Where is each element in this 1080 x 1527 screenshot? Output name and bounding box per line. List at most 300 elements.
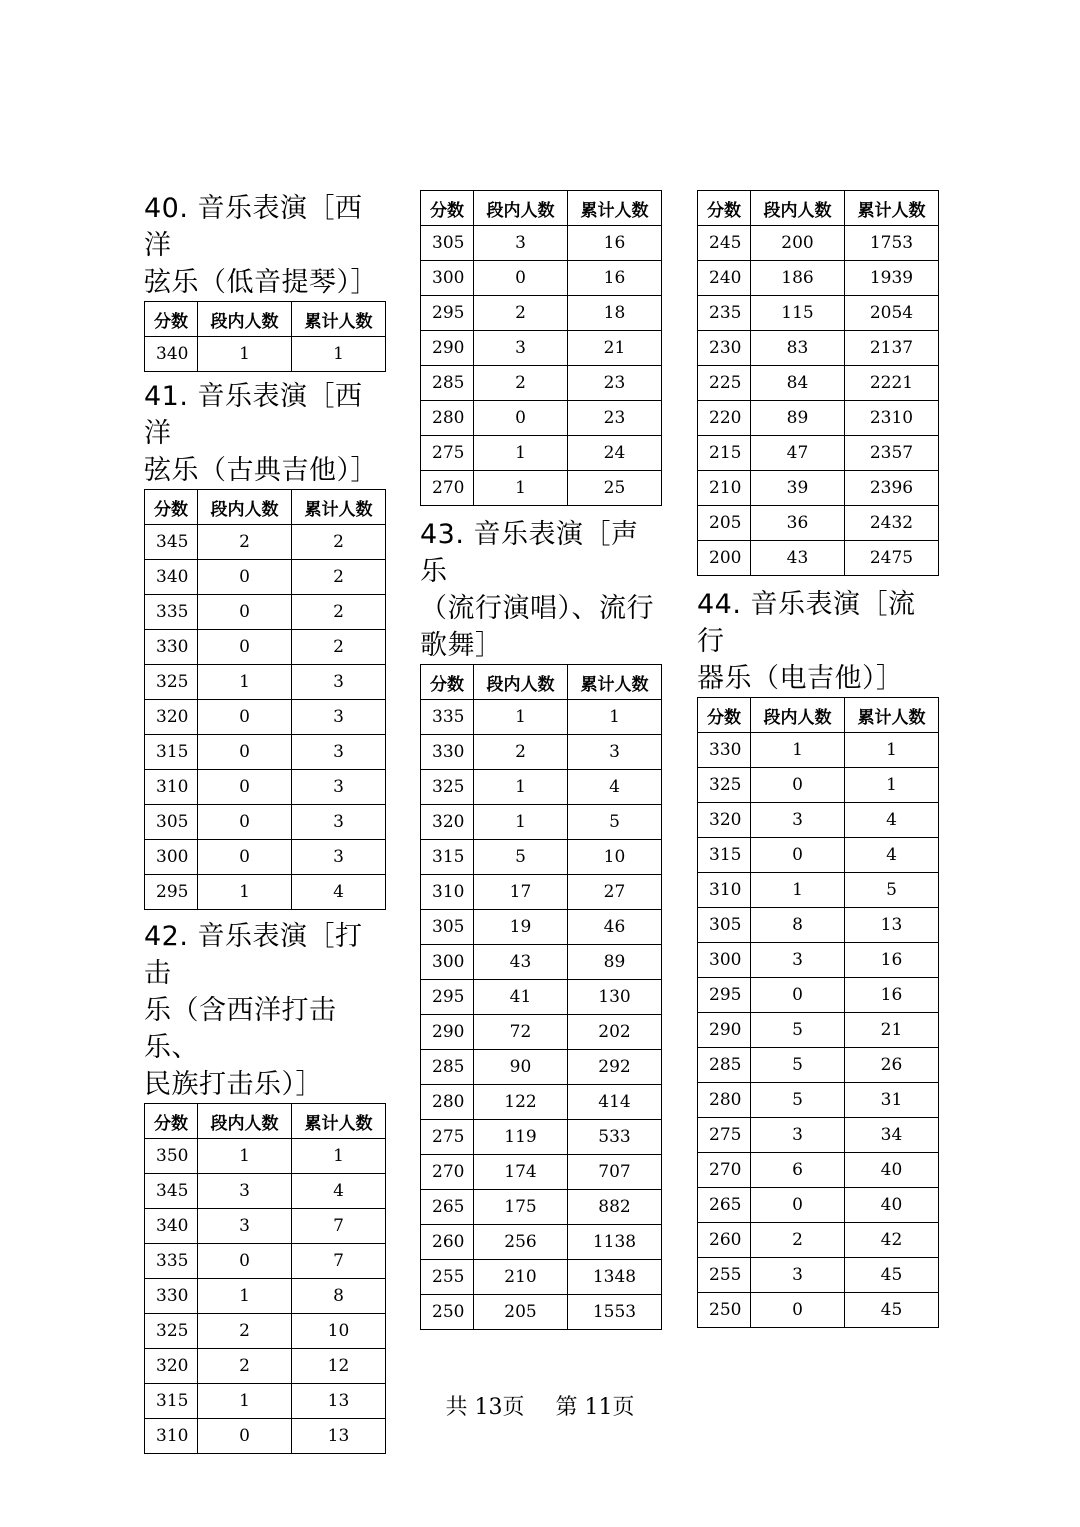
score-cell: 315 bbox=[145, 735, 198, 770]
cumulative-cell: 2 bbox=[292, 525, 386, 560]
table-row bbox=[145, 1209, 386, 1244]
score-cell: 340 bbox=[145, 1209, 198, 1244]
section-title-line: 40. 音乐表演［西洋 bbox=[144, 193, 363, 261]
cumulative-cell: 2221 bbox=[845, 366, 939, 401]
count-cell: 200 bbox=[751, 226, 845, 261]
count-cell: 5 bbox=[751, 1013, 845, 1048]
score-cell: 270 bbox=[698, 1153, 751, 1188]
cumulative-cell: 2137 bbox=[845, 331, 939, 366]
section-41-title bbox=[144, 378, 384, 489]
table-row bbox=[145, 560, 386, 595]
count-cell: 0 bbox=[751, 1188, 845, 1223]
count-cell: 19 bbox=[474, 910, 568, 945]
cumulative-cell: 8 bbox=[292, 1279, 386, 1314]
section-40-table bbox=[144, 301, 386, 372]
cumulative-cell: 25 bbox=[568, 471, 662, 506]
cumulative-cell: 40 bbox=[845, 1188, 939, 1223]
count-cell: 1 bbox=[198, 1139, 292, 1174]
count-cell: 119 bbox=[474, 1120, 568, 1155]
table-row bbox=[145, 337, 386, 372]
table-row bbox=[698, 401, 939, 436]
cumulative-cell: 10 bbox=[292, 1314, 386, 1349]
cumulative-cell: 1 bbox=[292, 337, 386, 372]
cumulative-cell: 2054 bbox=[845, 296, 939, 331]
score-cell: 200 bbox=[698, 541, 751, 576]
table-row bbox=[421, 1295, 662, 1330]
table-header-row bbox=[698, 191, 939, 226]
cumulative-cell: 1 bbox=[845, 733, 939, 768]
score-cell: 225 bbox=[698, 366, 751, 401]
column-header: 分数 bbox=[698, 191, 751, 226]
count-cell: 17 bbox=[474, 875, 568, 910]
cumulative-cell: 13 bbox=[292, 1419, 386, 1454]
cumulative-cell: 42 bbox=[845, 1223, 939, 1258]
score-cell: 335 bbox=[421, 700, 474, 735]
count-cell: 0 bbox=[474, 401, 568, 436]
column-header: 累计人数 bbox=[292, 1104, 386, 1139]
table-row bbox=[698, 803, 939, 838]
table-row bbox=[698, 261, 939, 296]
cumulative-cell: 1 bbox=[568, 700, 662, 735]
cumulative-cell: 2 bbox=[292, 595, 386, 630]
score-cell: 340 bbox=[145, 560, 198, 595]
column-header: 累计人数 bbox=[568, 665, 662, 700]
table-row bbox=[145, 1279, 386, 1314]
count-cell: 0 bbox=[198, 840, 292, 875]
cumulative-cell: 13 bbox=[845, 908, 939, 943]
cumulative-cell: 1553 bbox=[568, 1295, 662, 1330]
column-2 bbox=[420, 190, 660, 1330]
cumulative-cell: 7 bbox=[292, 1209, 386, 1244]
cumulative-cell: 882 bbox=[568, 1190, 662, 1225]
score-cell: 280 bbox=[421, 401, 474, 436]
count-cell: 41 bbox=[474, 980, 568, 1015]
count-cell: 0 bbox=[474, 261, 568, 296]
count-cell: 256 bbox=[474, 1225, 568, 1260]
score-cell: 320 bbox=[145, 700, 198, 735]
count-cell: 5 bbox=[751, 1048, 845, 1083]
cumulative-cell: 3 bbox=[292, 700, 386, 735]
table-row bbox=[421, 226, 662, 261]
section-42-continued-table bbox=[420, 190, 662, 506]
count-cell: 3 bbox=[751, 943, 845, 978]
table-header-row bbox=[421, 665, 662, 700]
table-row bbox=[421, 1260, 662, 1295]
score-cell: 305 bbox=[421, 910, 474, 945]
score-cell: 285 bbox=[421, 1050, 474, 1085]
count-cell: 3 bbox=[751, 1118, 845, 1153]
column-header: 累计人数 bbox=[292, 490, 386, 525]
table-row bbox=[421, 331, 662, 366]
table-header-row bbox=[421, 191, 662, 226]
score-cell: 315 bbox=[698, 838, 751, 873]
table-row bbox=[698, 226, 939, 261]
score-cell: 285 bbox=[698, 1048, 751, 1083]
table-row bbox=[421, 1190, 662, 1225]
count-cell: 2 bbox=[474, 366, 568, 401]
table-row bbox=[421, 436, 662, 471]
count-cell: 1 bbox=[474, 700, 568, 735]
cumulative-cell: 2475 bbox=[845, 541, 939, 576]
count-cell: 36 bbox=[751, 506, 845, 541]
score-cell: 310 bbox=[698, 873, 751, 908]
score-cell: 270 bbox=[421, 1155, 474, 1190]
table-row bbox=[421, 1085, 662, 1120]
count-cell: 1 bbox=[198, 337, 292, 372]
score-cell: 300 bbox=[421, 261, 474, 296]
score-cell: 325 bbox=[698, 768, 751, 803]
table-row bbox=[421, 770, 662, 805]
count-cell: 6 bbox=[751, 1153, 845, 1188]
table-row bbox=[698, 366, 939, 401]
count-cell: 0 bbox=[198, 735, 292, 770]
score-cell: 295 bbox=[145, 875, 198, 910]
cumulative-cell: 1939 bbox=[845, 261, 939, 296]
cumulative-cell: 12 bbox=[292, 1349, 386, 1384]
cumulative-cell: 23 bbox=[568, 401, 662, 436]
table-row bbox=[698, 296, 939, 331]
count-cell: 0 bbox=[198, 1419, 292, 1454]
table-row bbox=[421, 1050, 662, 1085]
cumulative-cell: 3 bbox=[568, 735, 662, 770]
cumulative-cell: 89 bbox=[568, 945, 662, 980]
section-43-continued-table bbox=[697, 190, 939, 576]
score-cell: 305 bbox=[421, 226, 474, 261]
section-44-table bbox=[697, 697, 939, 1328]
table-header-row bbox=[145, 1104, 386, 1139]
count-cell: 122 bbox=[474, 1085, 568, 1120]
table-row bbox=[698, 1153, 939, 1188]
cumulative-cell: 16 bbox=[845, 978, 939, 1013]
table-row bbox=[698, 541, 939, 576]
column-header: 累计人数 bbox=[845, 191, 939, 226]
score-cell: 285 bbox=[421, 366, 474, 401]
count-cell: 1 bbox=[751, 873, 845, 908]
page-footer bbox=[0, 1390, 1080, 1421]
score-cell: 310 bbox=[145, 1419, 198, 1454]
column-header: 段内人数 bbox=[198, 1104, 292, 1139]
table-row bbox=[698, 1223, 939, 1258]
cumulative-cell: 1 bbox=[845, 768, 939, 803]
count-cell: 2 bbox=[474, 735, 568, 770]
count-cell: 205 bbox=[474, 1295, 568, 1330]
cumulative-cell: 2357 bbox=[845, 436, 939, 471]
table-row bbox=[698, 838, 939, 873]
table-row bbox=[421, 980, 662, 1015]
table-row bbox=[698, 1188, 939, 1223]
count-cell: 0 bbox=[198, 700, 292, 735]
table-row bbox=[145, 595, 386, 630]
column-header: 分数 bbox=[145, 1104, 198, 1139]
count-cell: 1 bbox=[198, 1384, 292, 1419]
table-row bbox=[145, 805, 386, 840]
count-cell: 1 bbox=[751, 733, 845, 768]
count-cell: 0 bbox=[751, 768, 845, 803]
count-cell: 0 bbox=[198, 805, 292, 840]
score-cell: 335 bbox=[145, 595, 198, 630]
score-cell: 215 bbox=[698, 436, 751, 471]
count-cell: 0 bbox=[751, 1293, 845, 1328]
score-cell: 245 bbox=[698, 226, 751, 261]
cumulative-cell: 27 bbox=[568, 875, 662, 910]
cumulative-cell: 21 bbox=[568, 331, 662, 366]
score-cell: 305 bbox=[145, 805, 198, 840]
table-row bbox=[421, 261, 662, 296]
cumulative-cell: 1 bbox=[292, 1139, 386, 1174]
table-row bbox=[145, 665, 386, 700]
table-row bbox=[698, 1258, 939, 1293]
cumulative-cell: 2 bbox=[292, 630, 386, 665]
score-cell: 275 bbox=[421, 436, 474, 471]
score-cell: 310 bbox=[421, 875, 474, 910]
section-title-line: 44. 音乐表演［流行 bbox=[697, 589, 916, 657]
table-row bbox=[421, 875, 662, 910]
table-row bbox=[145, 1139, 386, 1174]
count-cell: 83 bbox=[751, 331, 845, 366]
table-row bbox=[421, 945, 662, 980]
count-cell: 90 bbox=[474, 1050, 568, 1085]
table-row bbox=[698, 873, 939, 908]
column-header: 累计人数 bbox=[292, 302, 386, 337]
cumulative-cell: 16 bbox=[568, 226, 662, 261]
count-cell: 210 bbox=[474, 1260, 568, 1295]
table-row bbox=[145, 630, 386, 665]
count-cell: 186 bbox=[751, 261, 845, 296]
section-41-table bbox=[144, 489, 386, 910]
cumulative-cell: 7 bbox=[292, 1244, 386, 1279]
column-header: 段内人数 bbox=[198, 302, 292, 337]
section-title-line: 41. 音乐表演［西洋 bbox=[144, 381, 363, 449]
table-row bbox=[421, 805, 662, 840]
cumulative-cell: 45 bbox=[845, 1258, 939, 1293]
count-cell: 1 bbox=[474, 770, 568, 805]
cumulative-cell: 3 bbox=[292, 665, 386, 700]
section-title-line: 歌舞］ bbox=[420, 630, 503, 661]
cumulative-cell: 3 bbox=[292, 840, 386, 875]
cumulative-cell: 533 bbox=[568, 1120, 662, 1155]
column-header: 分数 bbox=[145, 302, 198, 337]
count-cell: 1 bbox=[198, 1279, 292, 1314]
cumulative-cell: 34 bbox=[845, 1118, 939, 1153]
cumulative-cell: 3 bbox=[292, 735, 386, 770]
count-cell: 0 bbox=[751, 838, 845, 873]
table-row bbox=[698, 1013, 939, 1048]
score-cell: 315 bbox=[421, 840, 474, 875]
section-40-title bbox=[144, 190, 384, 301]
table-row bbox=[145, 735, 386, 770]
count-cell: 43 bbox=[474, 945, 568, 980]
count-cell: 2 bbox=[474, 296, 568, 331]
count-cell: 0 bbox=[198, 595, 292, 630]
count-cell: 5 bbox=[751, 1083, 845, 1118]
score-cell: 325 bbox=[145, 1314, 198, 1349]
count-cell: 174 bbox=[474, 1155, 568, 1190]
table-row bbox=[698, 471, 939, 506]
count-cell: 0 bbox=[198, 630, 292, 665]
score-cell: 290 bbox=[698, 1013, 751, 1048]
cumulative-cell: 26 bbox=[845, 1048, 939, 1083]
score-cell: 235 bbox=[698, 296, 751, 331]
cumulative-cell: 4 bbox=[845, 838, 939, 873]
section-title-line: 42. 音乐表演［打击 bbox=[144, 921, 363, 989]
score-cell: 335 bbox=[145, 1244, 198, 1279]
score-cell: 330 bbox=[145, 630, 198, 665]
cumulative-cell: 16 bbox=[568, 261, 662, 296]
column-header: 分数 bbox=[421, 191, 474, 226]
table-row bbox=[698, 1293, 939, 1328]
column-1 bbox=[144, 190, 384, 1454]
score-cell: 290 bbox=[421, 331, 474, 366]
count-cell: 2 bbox=[198, 1349, 292, 1384]
column-header: 段内人数 bbox=[474, 191, 568, 226]
score-cell: 240 bbox=[698, 261, 751, 296]
cumulative-cell: 3 bbox=[292, 805, 386, 840]
table-row bbox=[698, 908, 939, 943]
score-cell: 330 bbox=[698, 733, 751, 768]
table-row bbox=[698, 943, 939, 978]
cumulative-cell: 1753 bbox=[845, 226, 939, 261]
table-row bbox=[145, 1314, 386, 1349]
column-3 bbox=[697, 190, 937, 1328]
section-title-line: 弦乐（低音提琴）］ bbox=[144, 267, 378, 298]
score-cell: 250 bbox=[421, 1295, 474, 1330]
table-row bbox=[421, 296, 662, 331]
score-cell: 280 bbox=[421, 1085, 474, 1120]
count-cell: 1 bbox=[198, 875, 292, 910]
section-title-line: 弦乐（古典吉他）］ bbox=[144, 455, 378, 486]
page-total: 共 13页 bbox=[445, 1395, 525, 1420]
column-header: 段内人数 bbox=[751, 698, 845, 733]
score-cell: 345 bbox=[145, 1174, 198, 1209]
cumulative-cell: 5 bbox=[568, 805, 662, 840]
table-row bbox=[698, 1048, 939, 1083]
cumulative-cell: 2432 bbox=[845, 506, 939, 541]
section-43-title bbox=[420, 516, 660, 664]
count-cell: 39 bbox=[751, 471, 845, 506]
table-row bbox=[421, 700, 662, 735]
score-cell: 325 bbox=[421, 770, 474, 805]
table-header-row bbox=[145, 490, 386, 525]
cumulative-cell: 4 bbox=[845, 803, 939, 838]
score-cell: 275 bbox=[421, 1120, 474, 1155]
table-row bbox=[421, 471, 662, 506]
score-cell: 305 bbox=[698, 908, 751, 943]
count-cell: 1 bbox=[474, 805, 568, 840]
cumulative-cell: 202 bbox=[568, 1015, 662, 1050]
section-title-line: 乐（含西洋打击乐、 bbox=[144, 995, 337, 1063]
count-cell: 84 bbox=[751, 366, 845, 401]
count-cell: 2 bbox=[751, 1223, 845, 1258]
section-42-title bbox=[144, 918, 384, 1103]
cumulative-cell: 23 bbox=[568, 366, 662, 401]
count-cell: 3 bbox=[751, 1258, 845, 1293]
table-row bbox=[145, 1244, 386, 1279]
table-row bbox=[698, 331, 939, 366]
column-header: 段内人数 bbox=[474, 665, 568, 700]
count-cell: 47 bbox=[751, 436, 845, 471]
table-row bbox=[421, 1155, 662, 1190]
cumulative-cell: 16 bbox=[845, 943, 939, 978]
table-row bbox=[698, 1083, 939, 1118]
count-cell: 1 bbox=[474, 436, 568, 471]
column-header: 分数 bbox=[698, 698, 751, 733]
count-cell: 43 bbox=[751, 541, 845, 576]
table-row bbox=[421, 366, 662, 401]
cumulative-cell: 4 bbox=[292, 1174, 386, 1209]
section-44-title bbox=[697, 586, 937, 697]
count-cell: 0 bbox=[198, 770, 292, 805]
score-cell: 270 bbox=[421, 471, 474, 506]
score-cell: 295 bbox=[421, 296, 474, 331]
column-header: 段内人数 bbox=[198, 490, 292, 525]
score-cell: 295 bbox=[698, 978, 751, 1013]
table-header-row bbox=[145, 302, 386, 337]
cumulative-cell: 1138 bbox=[568, 1225, 662, 1260]
cumulative-cell: 4 bbox=[568, 770, 662, 805]
score-cell: 260 bbox=[421, 1225, 474, 1260]
cumulative-cell: 24 bbox=[568, 436, 662, 471]
count-cell: 1 bbox=[474, 471, 568, 506]
column-header: 段内人数 bbox=[751, 191, 845, 226]
score-cell: 315 bbox=[145, 1384, 198, 1419]
table-row bbox=[698, 1118, 939, 1153]
cumulative-cell: 4 bbox=[292, 875, 386, 910]
column-header: 分数 bbox=[145, 490, 198, 525]
table-row bbox=[145, 1174, 386, 1209]
count-cell: 3 bbox=[474, 331, 568, 366]
score-cell: 255 bbox=[698, 1258, 751, 1293]
count-cell: 0 bbox=[198, 560, 292, 595]
score-cell: 265 bbox=[421, 1190, 474, 1225]
count-cell: 3 bbox=[198, 1174, 292, 1209]
cumulative-cell: 130 bbox=[568, 980, 662, 1015]
page-current: 第 11页 bbox=[555, 1395, 635, 1420]
table-row bbox=[421, 1015, 662, 1050]
cumulative-cell: 46 bbox=[568, 910, 662, 945]
count-cell: 3 bbox=[198, 1209, 292, 1244]
table-row bbox=[698, 768, 939, 803]
table-row bbox=[698, 506, 939, 541]
column-header: 累计人数 bbox=[568, 191, 662, 226]
count-cell: 2 bbox=[198, 525, 292, 560]
section-title-line: （流行演唱）、流行 bbox=[420, 593, 654, 624]
score-cell: 350 bbox=[145, 1139, 198, 1174]
cumulative-cell: 10 bbox=[568, 840, 662, 875]
table-row bbox=[421, 1120, 662, 1155]
count-cell: 5 bbox=[474, 840, 568, 875]
table-row bbox=[145, 525, 386, 560]
score-cell: 210 bbox=[698, 471, 751, 506]
section-title-line: 民族打击乐）］ bbox=[144, 1069, 323, 1100]
score-cell: 220 bbox=[698, 401, 751, 436]
score-cell: 265 bbox=[698, 1188, 751, 1223]
table-row bbox=[145, 875, 386, 910]
count-cell: 175 bbox=[474, 1190, 568, 1225]
score-cell: 230 bbox=[698, 331, 751, 366]
table-row bbox=[421, 735, 662, 770]
table-row bbox=[421, 910, 662, 945]
table-row bbox=[421, 401, 662, 436]
cumulative-cell: 2310 bbox=[845, 401, 939, 436]
score-cell: 310 bbox=[145, 770, 198, 805]
section-43-table bbox=[420, 664, 662, 1330]
score-cell: 295 bbox=[421, 980, 474, 1015]
score-cell: 255 bbox=[421, 1260, 474, 1295]
count-cell: 72 bbox=[474, 1015, 568, 1050]
score-cell: 300 bbox=[421, 945, 474, 980]
score-cell: 205 bbox=[698, 506, 751, 541]
cumulative-cell: 45 bbox=[845, 1293, 939, 1328]
